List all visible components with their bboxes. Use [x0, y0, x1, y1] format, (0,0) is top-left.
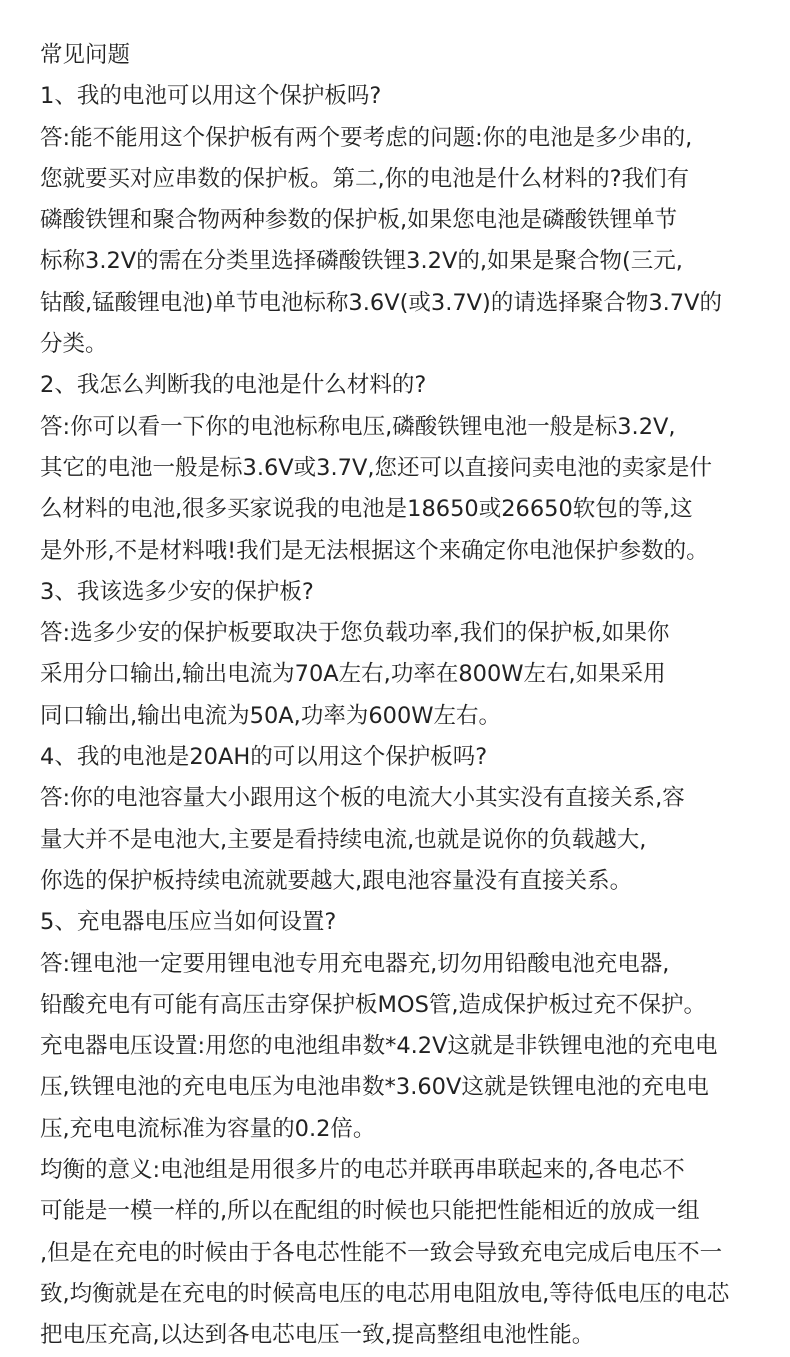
answer-3-line-3: 同口输出,输出电流为50A,功率为600W左右。: [40, 702, 502, 729]
question-1: 1、我的电池可以用这个保护板吗?: [40, 83, 382, 110]
answer-1-line-2: 您就要买对应串数的保护板。第二,你的电池是什么材料的?我们有: [40, 165, 690, 192]
answer-4-line-2: 量大并不是电池大,主要是看持续电流,也就是说你的负载越大,: [40, 826, 647, 853]
answer-1-line-4: 标称3.2V的需在分类里选择磷酸铁锂3.2V的,如果是聚合物(三元,: [40, 248, 683, 275]
answer-2-line-3: 么材料的电池,很多买家说我的电池是18650或26650软包的等,这: [40, 496, 693, 523]
answer-3-line-1: 答:选多少安的保护板要取决于您负载功率,我们的保护板,如果你: [40, 620, 670, 647]
answer-2-line-4: 是外形,不是材料哦!我们是无法根据这个来确定你电池保护参数的。: [40, 537, 709, 564]
question-5: 5、充电器电压应当如何设置?: [40, 909, 337, 936]
answer-4-line-3: 你选的保护板持续电流就要越大,跟电池容量没有直接关系。: [40, 867, 633, 894]
balance-line-5: 把电压充高,以达到各电芯电压一致,提高整组电池性能。: [40, 1322, 595, 1349]
answer-1-line-1: 答:能不能用这个保护板有两个要考虑的问题:你的电池是多少串的,: [40, 124, 693, 151]
answer-5-line-3: 充电器电压设置:用您的电池组串数*4.2V这就是非铁锂电池的充电电: [40, 1033, 718, 1060]
faq-heading: 常见问题: [40, 42, 131, 68]
answer-3-line-2: 采用分口输出,输出电流为70A左右,功率在800W左右,如果采用: [40, 661, 666, 688]
question-3: 3、我该选多少安的保护板?: [40, 578, 314, 605]
answer-2-line-2: 其它的电池一般是标3.6V或3.7V,您还可以直接问卖电池的卖家是什: [40, 454, 713, 481]
balance-line-4: 致,均衡就是在充电的时候高电压的电芯用电阻放电,等待低电压的电芯: [40, 1280, 730, 1307]
answer-2-line-1: 答:你可以看一下你的电池标称电压,磷酸铁锂电池一般是标3.2V,: [40, 413, 676, 440]
answer-5-line-2: 铅酸充电有可能有高压击穿保护板MOS管,造成保护板过充不保护。: [40, 991, 707, 1018]
answer-1-line-6: 分类。: [40, 331, 108, 358]
question-2: 2、我怎么判断我的电池是什么材料的?: [40, 372, 427, 399]
answer-1-line-3: 磷酸铁锂和聚合物两种参数的保护板,如果您电池是磷酸铁锂单节: [40, 207, 678, 234]
answer-5-line-1: 答:锂电池一定要用锂电池专用充电器充,切勿用铅酸电池充电器,: [40, 950, 670, 977]
balance-line-3: ,但是在充电的时候由于各电芯性能不一致会导致充电完成后电压不一: [40, 1239, 723, 1266]
balance-line-2: 可能是一模一样的,所以在配组的时候也只能把性能相近的放成一组: [40, 1198, 700, 1225]
answer-1-line-5: 钴酸,锰酸锂电池)单节电池标称3.6V(或3.7V)的请选择聚合物3.7V的: [40, 289, 723, 316]
question-4: 4、我的电池是20AH的可以用这个保护板吗?: [40, 744, 488, 771]
answer-5-line-5: 压,充电电流标准为容量的0.2倍。: [40, 1115, 376, 1142]
answer-4-line-1: 答:你的电池容量大小跟用这个板的电流大小其实没有直接关系,容: [40, 785, 685, 812]
answer-5-line-4: 压,铁锂电池的充电电压为电池串数*3.60V这就是铁锂电池的充电电: [40, 1074, 709, 1101]
balance-line-1: 均衡的意义:电池组是用很多片的电芯并联再串联起来的,各电芯不: [40, 1157, 685, 1184]
